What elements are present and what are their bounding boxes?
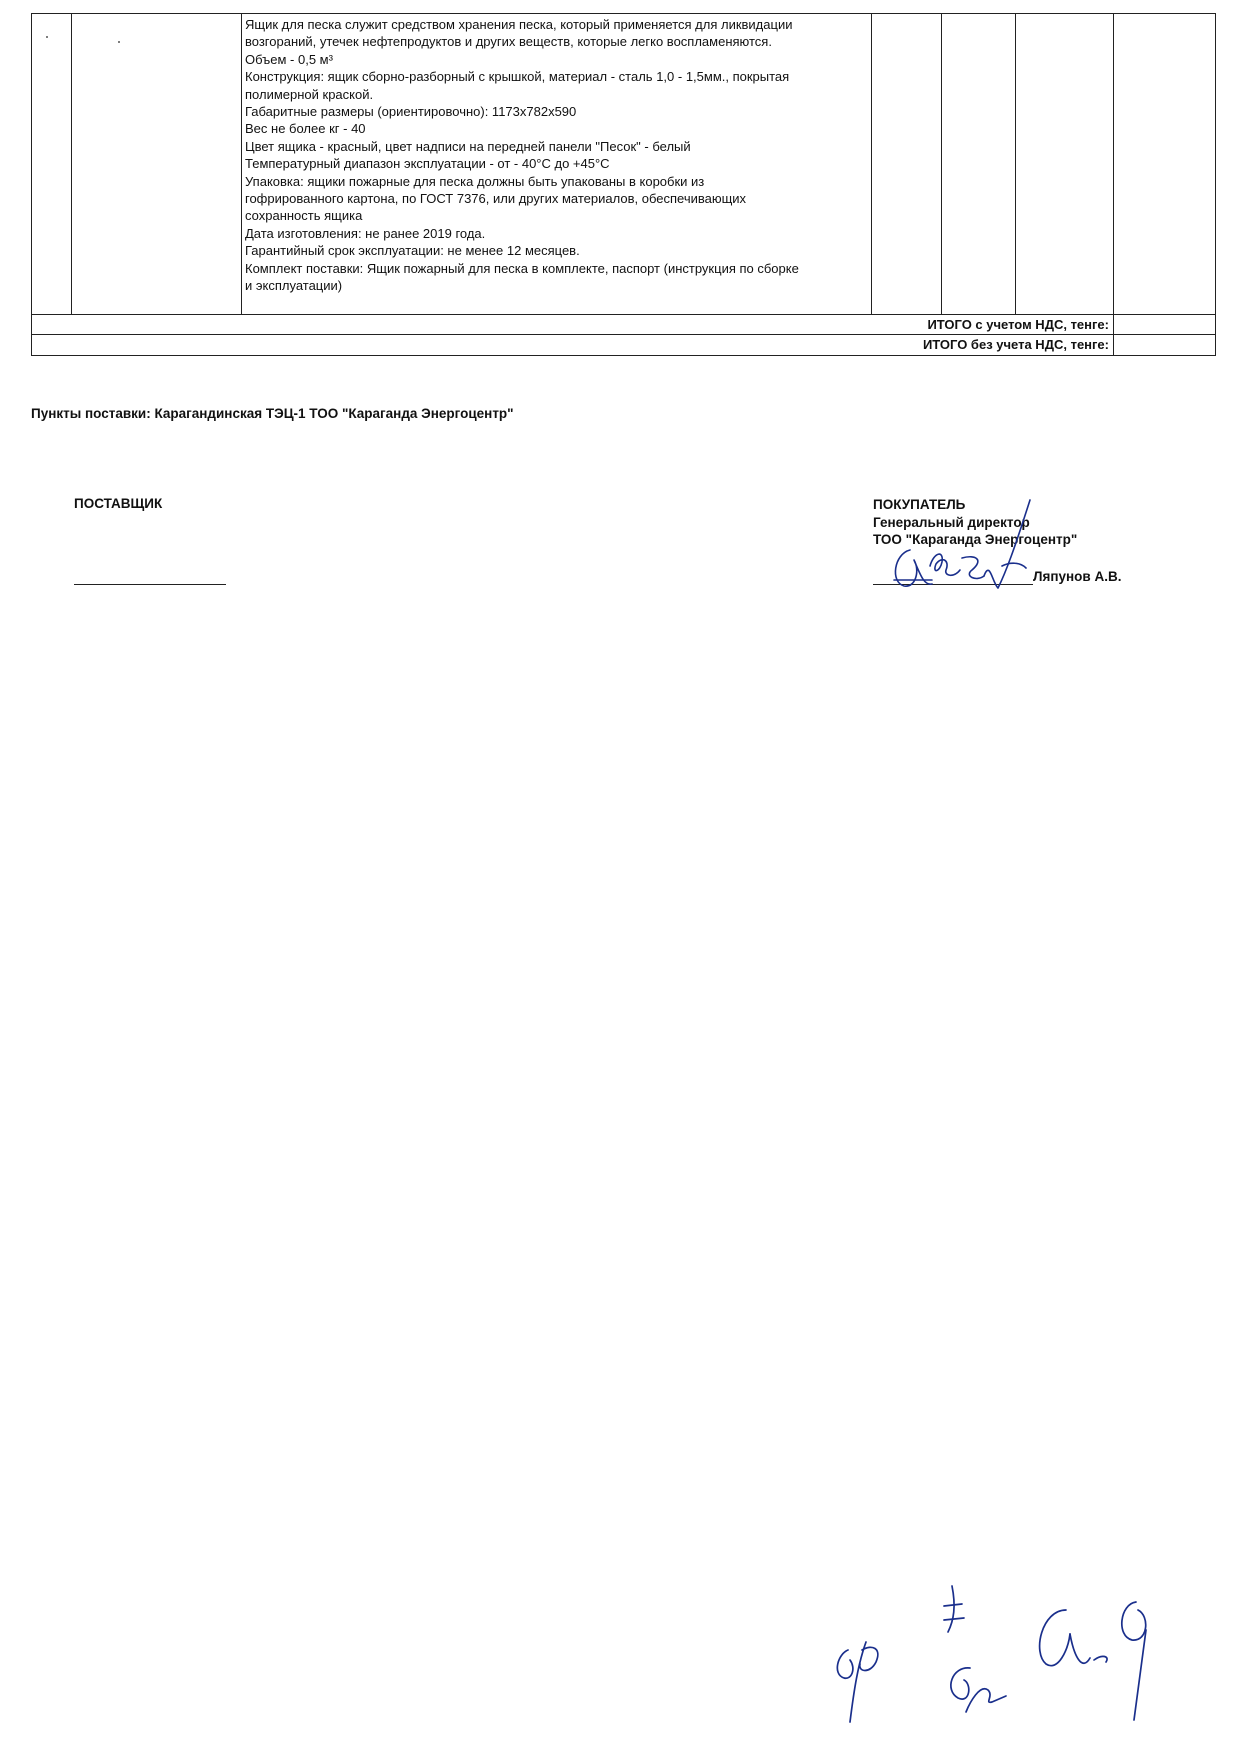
buyer-company: ТОО "Караганда Энергоцентр" [873,532,1078,547]
table-row [32,14,1216,315]
delivery-points: Пункты поставки: Карагандинская ТЭЦ-1 ТОО "Караганда Энергоцентр" [31,406,514,421]
total-with-vat-label: ИТОГО с учетом НДС, тенге: [32,315,1114,335]
cell-number [32,14,72,315]
cell-name [72,14,242,315]
total-without-vat-label: ИТОГО без учета НДС, тенге: [32,335,1114,355]
description-line: гофрированного картона, по ГОСТ 7376, или других материалов, обеспечивающих [245,191,747,207]
total-without-vat-value [1114,335,1216,355]
description-line: Комплект поставки: Ящик пожарный для песка в комплекте, паспорт (инструкция по сборке [245,260,799,276]
total-with-vat-row [32,315,1216,335]
description-line: полимерной краской. [245,86,374,102]
scan-speck [46,36,48,38]
buyer-position: Генеральный директор [873,514,1030,530]
total-without-vat-row [32,335,1216,355]
description-line: Дата изготовления: не ранее 2019 года. [245,225,486,241]
description-line: Габаритные размеры (ориентировочно): 1173х782х590 [245,104,577,120]
description-line: возгораний, утечек нефтепродуктов и других веществ, которые легко воспламеняются. [245,34,772,50]
buyer-signature [880,490,1060,600]
supplier-title: ПОСТАВЩИК [74,496,163,511]
scan-speck [118,41,120,43]
cell-unit [872,14,942,315]
description-line: Гарантийный срок эксплуатации: не менее 12 месяцев. [245,243,580,259]
description-line: Ящик для песка служит средством хранения песка, который применяется для ликвидации [245,17,793,32]
description-line: Цвет ящика - красный, цвет надписи на передней панели "Песок" - белый [245,138,691,154]
description-line: Температурный диапазон эксплуатации - от - 40°С до +45°С [245,156,610,172]
page-initials [820,1580,1240,1730]
cell-description [242,14,872,315]
buyer-title: ПОКУПАТЕЛЬ [873,497,966,512]
supplier-signature-line [74,584,226,585]
total-with-vat-value [1114,315,1216,335]
cell-sum [1114,14,1216,315]
description-line: и эксплуатации) [245,278,343,294]
description-line: сохранность ящика [245,208,363,224]
description-line: Вес не более кг - 40 [245,121,366,137]
buyer-signatory-name: Ляпунов А.В. [1033,569,1122,584]
description-line: Объем - 0,5 м³ [245,51,333,67]
description-line: Конструкция: ящик сборно-разборный с крышкой, материал - сталь 1,0 - 1,5мм., покрытая [245,69,790,85]
specification-table [31,13,1216,356]
description-line: Упаковка: ящики пожарные для песка должны быть упакованы в коробки из [245,173,705,189]
cell-quantity [942,14,1016,315]
cell-price [1016,14,1114,315]
